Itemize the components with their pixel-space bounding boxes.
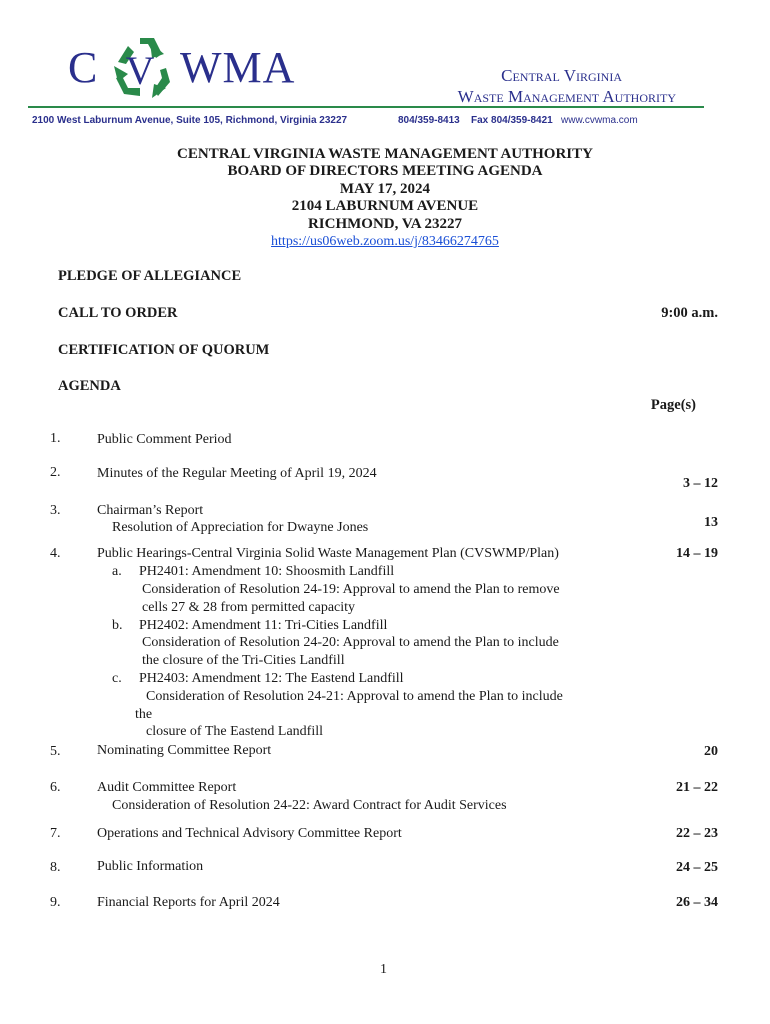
subitem-title: PH2402: Amendment 11: Tri-Cities Landfill	[139, 618, 388, 633]
title-line5: RICHMOND, VA 23227	[307, 216, 463, 232]
subitem-line: the closure of the Tri-Cities Landfill	[142, 653, 345, 668]
item-pages: 24 – 25	[676, 860, 718, 875]
item-text: Audit Committee Report	[97, 780, 237, 795]
item-pages: 21 – 22	[676, 780, 718, 795]
header-address: 2100 West Laburnum Avenue, Suite 105, Richmond, Virginia 23227	[32, 115, 348, 126]
item-number: 4.	[50, 546, 61, 561]
subitem-line: Consideration of Resolution 24-19: Approval to amend the Plan to remove	[142, 582, 560, 597]
svg-text:V: V	[125, 48, 155, 93]
subitem-title: PH2401: Amendment 10: Shoosmith Landfill	[139, 564, 395, 579]
title-line1: CENTRAL VIRGINIA WASTE MANAGEMENT AUTHORITY	[177, 146, 593, 162]
item-number: 3.	[50, 503, 61, 518]
title-line4: 2104 LABURNUM AVENUE	[291, 198, 479, 214]
org-name-line2: Waste Management Authority	[457, 87, 676, 106]
org-name-line1: Central Virginia	[501, 66, 622, 85]
item-number: 1.	[50, 431, 61, 446]
item-number: 6.	[50, 780, 61, 795]
item-subtext: Resolution of Appreciation for Dwayne Jones	[112, 520, 369, 535]
subitem-line: Consideration of Resolution 24-21: Approval to amend the Plan to include	[146, 689, 563, 704]
item-subtext: Consideration of Resolution 24-22: Award Contract for Audit Services	[112, 798, 507, 813]
item-text: Public Hearings-Central Virginia Solid Waste Management Plan (CVSWMP/Plan)	[97, 546, 559, 561]
call-to-order-heading: CALL TO ORDER	[58, 305, 178, 321]
item-pages: 26 – 34	[676, 895, 718, 910]
subitem-label: c.	[112, 671, 122, 686]
item-pages: 13	[704, 515, 718, 530]
item-number: 5.	[50, 744, 61, 759]
subitem-title: PH2403: Amendment 12: The Eastend Landfill	[139, 671, 404, 686]
item-text: Minutes of the Regular Meeting of April 19, 2024	[97, 466, 377, 481]
subitem-line: the	[135, 707, 153, 722]
header-phone: 804/359-8413	[398, 115, 460, 126]
item-number: 9.	[50, 895, 61, 910]
subitem-line: closure of The Eastend Landfill	[146, 724, 324, 739]
item-pages: 20	[704, 744, 718, 759]
subitem-label: a.	[112, 564, 122, 579]
logo-text-right: WMA	[180, 43, 296, 92]
quorum-heading: CERTIFICATION OF QUORUM	[58, 342, 270, 358]
call-to-order-time: 9:00 a.m.	[661, 305, 718, 321]
header-rule	[28, 106, 704, 108]
item-text: Nominating Committee Report	[97, 743, 272, 758]
item-pages: 22 – 23	[676, 826, 718, 841]
recycle-icon	[104, 32, 176, 104]
item-text: Operations and Technical Advisory Committee Report	[97, 826, 402, 841]
item-text: Public Information	[97, 859, 204, 874]
page-number: 1	[380, 962, 387, 977]
logo-text-left: C	[68, 43, 99, 92]
zoom-link[interactable]: https://us06web.zoom.us/j/83466274765	[271, 234, 499, 249]
item-number: 8.	[50, 860, 61, 875]
item-text: Financial Reports for April 2024	[97, 895, 280, 910]
pledge-heading: PLEDGE OF ALLEGIANCE	[58, 268, 242, 284]
subitem-line: Consideration of Resolution 24-20: Approval to amend the Plan to include	[142, 635, 559, 650]
item-text: Public Comment Period	[97, 432, 232, 447]
pages-column-header: Page(s)	[650, 397, 696, 413]
agenda-heading: AGENDA	[58, 378, 121, 394]
header-fax: Fax 804/359-8421	[471, 115, 553, 126]
item-number: 2.	[50, 465, 61, 480]
subitem-line: cells 27 & 28 from permitted capacity	[142, 600, 356, 615]
item-number: 7.	[50, 826, 61, 841]
title-line2: BOARD OF DIRECTORS MEETING AGENDA	[227, 163, 543, 179]
subitem-label: b.	[112, 618, 123, 633]
title-line3: MAY 17, 2024	[339, 181, 431, 197]
logo	[68, 32, 308, 104]
item-text: Chairman’s Report	[97, 503, 204, 518]
item-pages: 14 – 19	[676, 546, 718, 561]
item-pages: 3 – 12	[683, 476, 718, 491]
header-website[interactable]: www.cvwma.com	[561, 115, 638, 126]
